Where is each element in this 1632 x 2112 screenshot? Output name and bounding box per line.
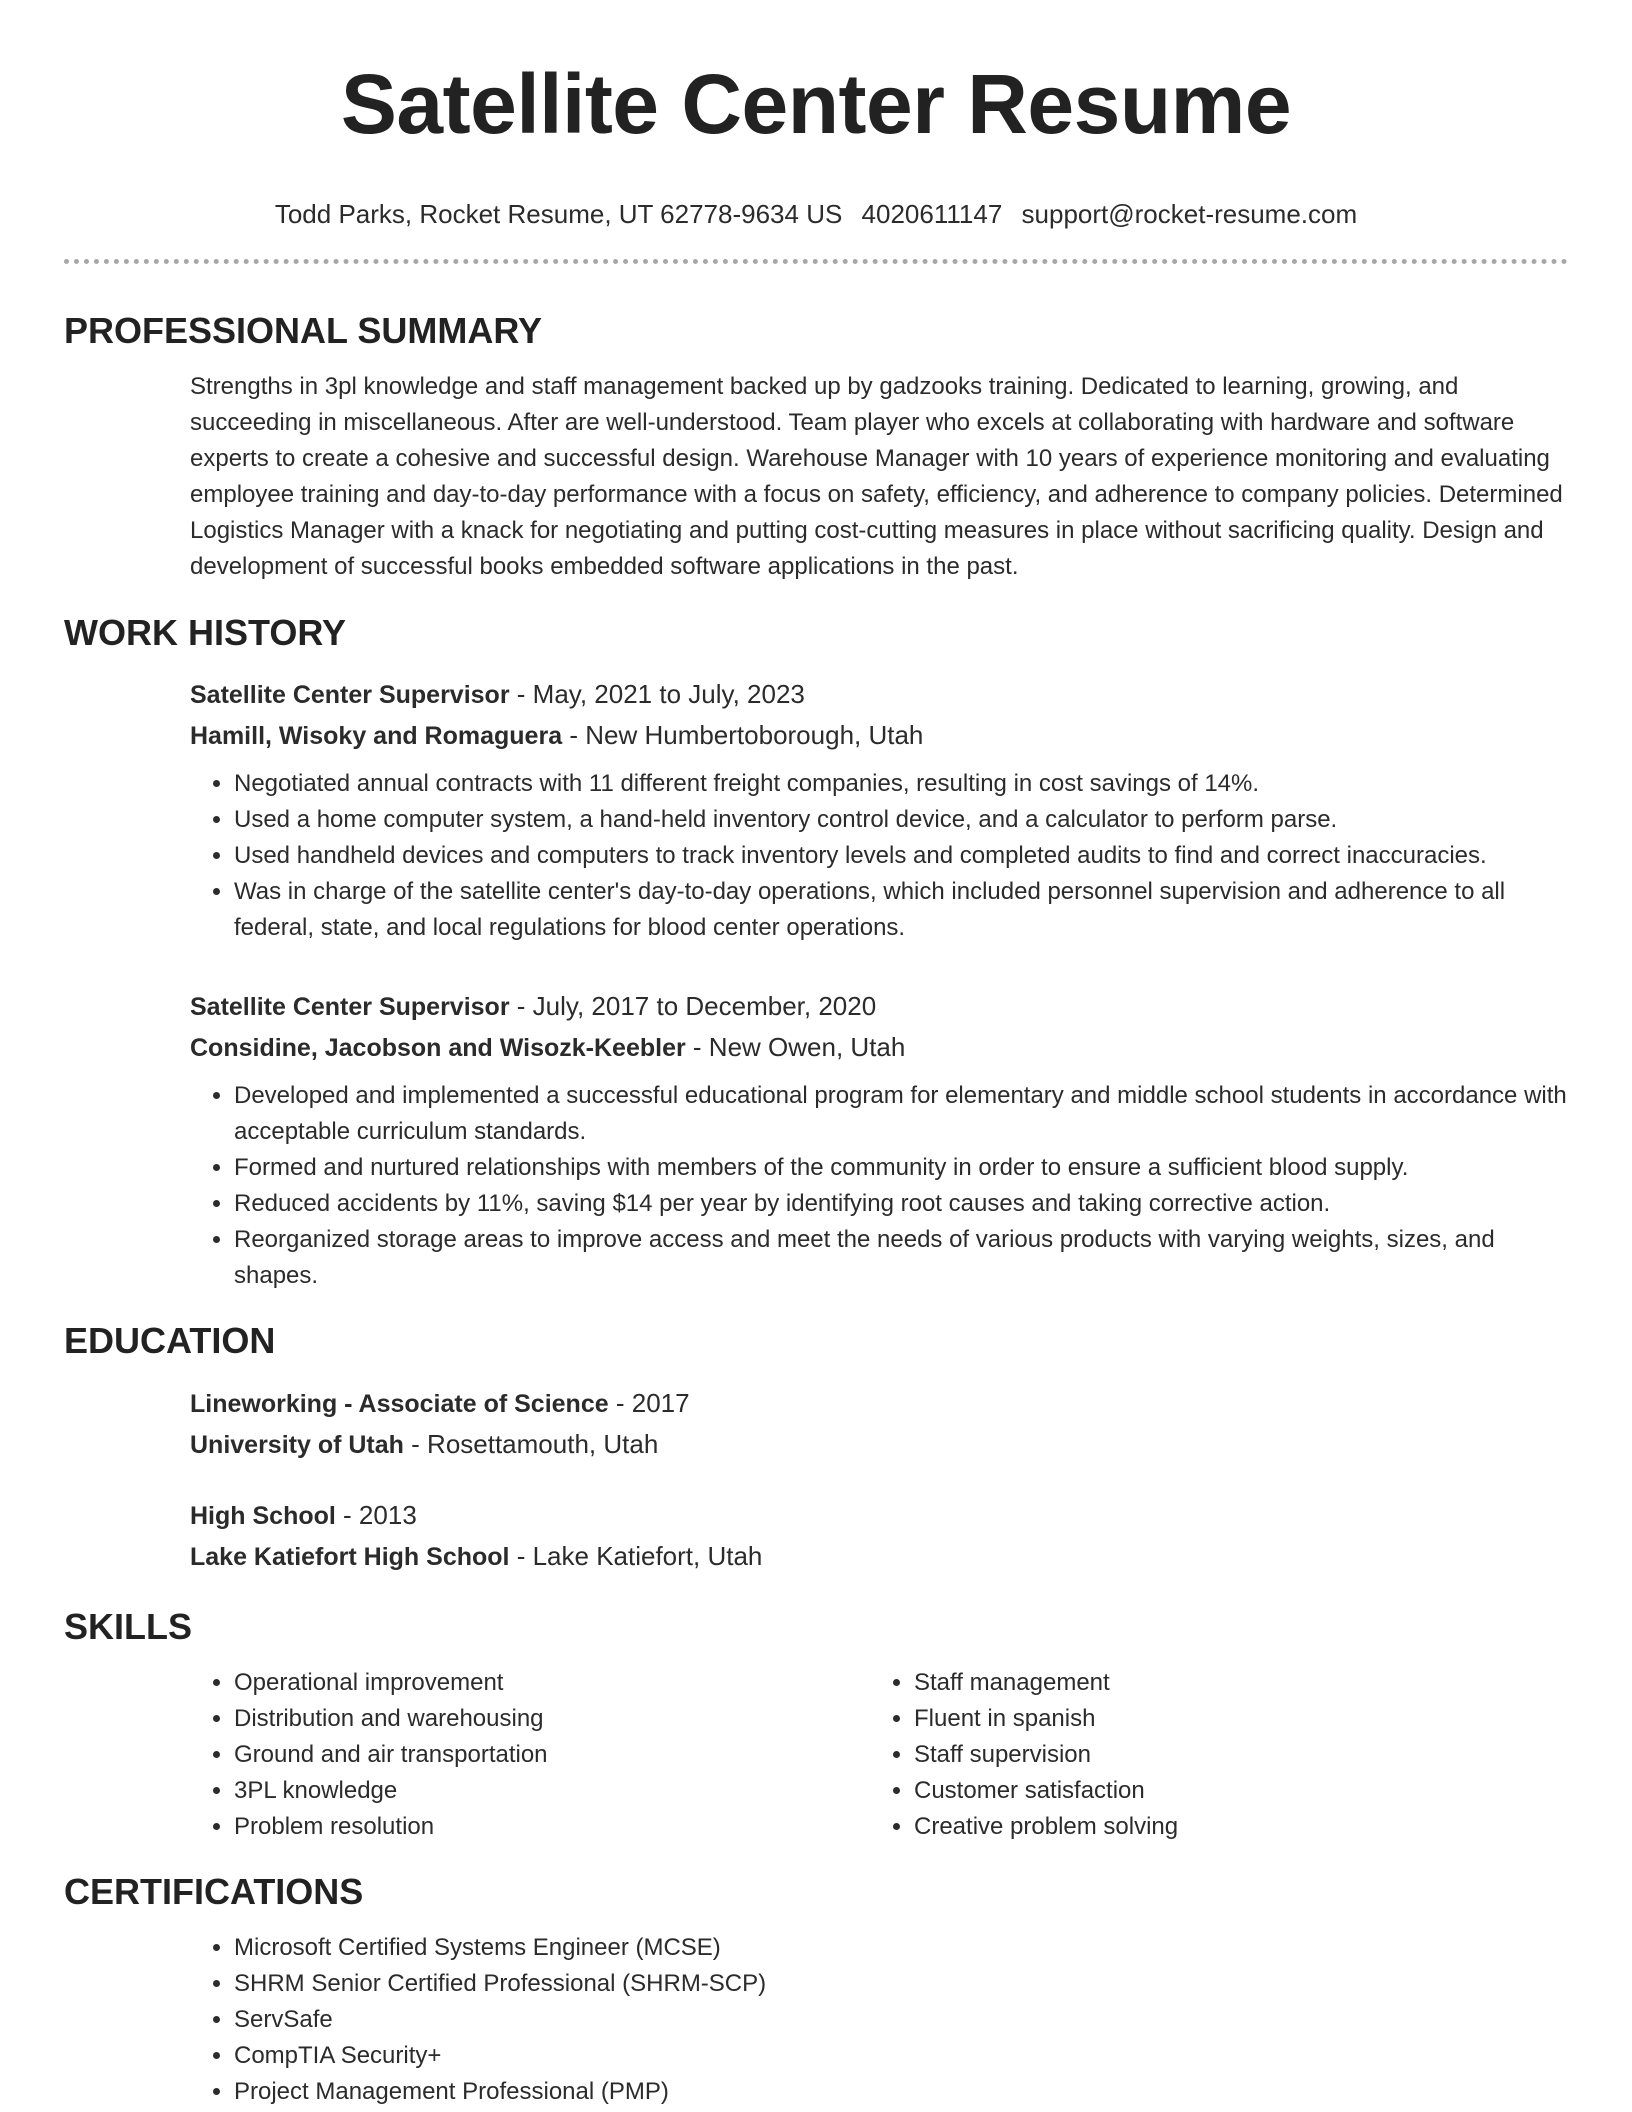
certification-item: • Microsoft Certified Systems Engineer (MCSE) [234,1930,1568,1966]
education-year: - 2013 [335,1500,417,1530]
skill-item: • Distribution and warehousing [234,1701,870,1737]
certification-item: • CompTIA Security+ [234,2038,1568,2074]
job-bullet: • Used a home computer system, a hand-held inventory control device, and a calculator to perform parse. [234,802,1568,838]
contact-line [64,198,1568,230]
skill-item: • Problem resolution [234,1809,870,1845]
job-bullets [190,1078,1568,1294]
education-location: - Lake Katiefort, Utah [509,1541,763,1571]
contact-phone: 4020611147 [861,199,1003,229]
education-school: University of Utah [190,1431,404,1459]
certifications-list [190,1930,1568,2110]
skill-item: • Operational improvement [234,1665,870,1701]
certification-item: • Project Management Professional (PMP) [234,2074,1568,2110]
skill-item: • Creative problem solving [914,1809,1550,1845]
job-bullet: • Used handheld devices and computers to track inventory levels and completed audits to find and correct inaccuracies. [234,838,1568,874]
skill-item: • Staff management [914,1665,1550,1701]
section-title-work-history: WORK HISTORY [64,612,347,653]
skill-item: • 3PL knowledge [234,1773,870,1809]
section-title-summary: PROFESSIONAL SUMMARY [64,310,543,351]
job-title-line [190,986,1568,1027]
section-title-skills: SKILLS [64,1606,193,1647]
job-location: - New Owen, Utah [685,1032,906,1062]
education-degree: High School [190,1502,336,1530]
summary-text: Strengths in 3pl knowledge and staff management backed up by gadzooks training. Dedicated to learning, growing, and succeeding in miscellaneous. After are well-understood. Team player who excels at collaborating with hardware and software experts to create a cohesive and successful design. Warehouse Manager with 10 years of experience monitoring and evaluating employee training and day-to-day performance with a focus on safety, efficiency, and adherence to company policies. Determined Logistics Manager with a knack for negotiating and putting cost-cutting measures in place without sacrificing quality. Design and development of successful books embedded software applications in the past. [190,373,1563,580]
resume-title: Satellite Center Resume [340,57,1292,151]
job-bullet: • Reorganized storage areas to improve access and meet the needs of various products with varying weights, sizes, and shapes. [234,1222,1568,1294]
job-bullet: • Negotiated annual contracts with 11 different freight companies, resulting in cost savings of 14%. [234,766,1568,802]
education-degree-line [190,1383,1568,1424]
job-company-line [190,715,1568,756]
job-entry [190,986,1568,1294]
job-title-line [190,674,1568,715]
job-bullet: • Was in charge of the satellite center's day-to-day operations, which included personnel supervision and adherence to all federal, state, and local regulations for blood center operations. [234,874,1568,946]
certification-item: • ServSafe [234,2002,1568,2038]
job-company: Hamill, Wisoky and Romaguera [190,722,563,750]
job-bullet: • Developed and implemented a successful educational program for elementary and middle school students in accordance with acceptable curriculum standards. [234,1078,1568,1150]
certification-item: • SHRM Senior Certified Professional (SHRM-SCP) [234,1966,1568,2002]
education-school-line [190,1536,1568,1577]
education-year: - 2017 [608,1388,690,1418]
education-location: - Rosettamouth, Utah [403,1429,659,1459]
skills-column-left [190,1665,870,1845]
job-bullet: • Reduced accidents by 11%, saving $14 per year by identifying root causes and taking corrective action. [234,1186,1568,1222]
education-school-line [190,1424,1568,1465]
job-company-line [190,1027,1568,1068]
skill-item: • Customer satisfaction [914,1773,1550,1809]
skills-column-right [870,1665,1550,1845]
job-bullets [190,766,1568,946]
job-bullet: • Formed and nurtured relationships with members of the community in order to ensure a sufficient blood supply. [234,1150,1568,1186]
job-dates: - July, 2017 to December, 2020 [509,991,877,1021]
skill-item: • Staff supervision [914,1737,1550,1773]
education-school: Lake Katiefort High School [190,1543,510,1571]
job-title: Satellite Center Supervisor [190,993,510,1021]
job-dates: - May, 2021 to July, 2023 [509,679,805,709]
section-title-certifications: CERTIFICATIONS [64,1871,364,1912]
skill-item: • Fluent in spanish [914,1701,1550,1737]
contact-email: support@rocket-resume.com [1021,199,1358,229]
header-divider [64,259,1568,264]
skill-item: • Ground and air transportation [234,1737,870,1773]
education-entry [190,1383,1568,1465]
section-title-education: EDUCATION [64,1320,276,1361]
job-entry [190,674,1568,946]
education-degree-line [190,1495,1568,1536]
job-company: Considine, Jacobson and Wisozk-Keebler [190,1034,686,1062]
contact-address: Todd Parks, Rocket Resume, UT 62778-9634 US [274,199,843,229]
skills-list [190,1665,1568,1845]
education-degree: Lineworking - Associate of Science [190,1390,609,1418]
job-title: Satellite Center Supervisor [190,681,510,709]
education-entry [190,1495,1568,1577]
job-location: - New Humbertoborough, Utah [562,720,924,750]
